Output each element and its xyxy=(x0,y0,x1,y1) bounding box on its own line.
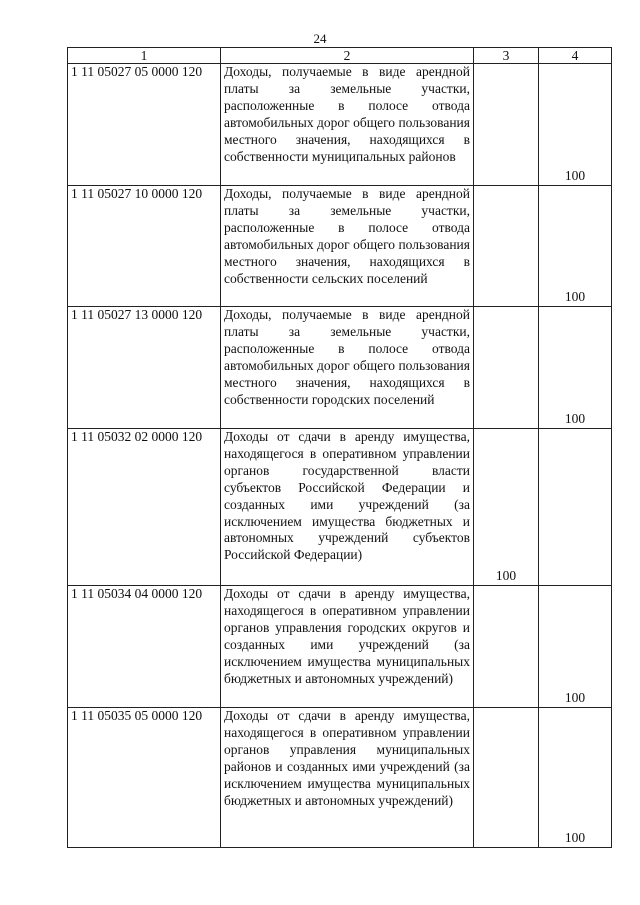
revenue-code: 1 11 05032 02 0000 120 xyxy=(68,429,221,586)
header-col-1: 1 xyxy=(68,48,221,64)
column-3-value xyxy=(474,307,539,429)
column-3-value: 100 xyxy=(474,429,539,586)
revenue-code: 1 11 05027 10 0000 120 xyxy=(68,186,221,307)
column-4-value: 100 xyxy=(539,64,612,186)
revenue-description: Доходы, получаемые в виде арендной платы за земельные участки, расположенные в полосе отвода автомобильных дорог общего пользования местного значения, находящихся в собственности городских поселений xyxy=(221,307,474,429)
table-row xyxy=(68,708,612,848)
page-number: 24 xyxy=(313,31,327,46)
column-4-value: 100 xyxy=(539,586,612,708)
header-col-4: 4 xyxy=(539,48,612,64)
header-row xyxy=(68,48,612,64)
revenue-code: 1 11 05034 04 0000 120 xyxy=(68,586,221,708)
table-row xyxy=(68,429,612,586)
revenue-code: 1 11 05027 13 0000 120 xyxy=(68,307,221,429)
table-row xyxy=(68,307,612,429)
column-4-value: 100 xyxy=(539,307,612,429)
column-3-value xyxy=(474,186,539,307)
table-row xyxy=(68,64,612,186)
revenue-code: 1 11 05035 05 0000 120 xyxy=(68,708,221,848)
revenue-table xyxy=(67,47,612,848)
column-4-value: 100 xyxy=(539,708,612,848)
table-row xyxy=(68,186,612,307)
column-3-value xyxy=(474,586,539,708)
header-col-2: 2 xyxy=(221,48,474,64)
column-3-value xyxy=(474,708,539,848)
revenue-description: Доходы от сдачи в аренду имущества, находящегося в оперативном управлении органов управления городских округов и созданных ими учреждений (за исключением имущества муниципальных бюджетных и автономных учреждений) xyxy=(221,586,474,708)
column-4-value xyxy=(539,429,612,586)
column-3-value xyxy=(474,64,539,186)
revenue-description: Доходы от сдачи в аренду имущества, находящегося в оперативном управлении органов управления муниципальных районов и созданных ими учреждений (за исключением имущества муниципальных бюджетных и автономных учреждений) xyxy=(221,708,474,848)
header-col-3: 3 xyxy=(474,48,539,64)
revenue-code: 1 11 05027 05 0000 120 xyxy=(68,64,221,186)
revenue-description: Доходы, получаемые в виде арендной платы за земельные участки, расположенные в полосе отвода автомобильных дорог общего пользования местного значения, находящихся в собственности сельских поселений xyxy=(221,186,474,307)
revenue-description: Доходы от сдачи в аренду имущества, находящегося в оперативном управлении органов государственной власти субъектов Российской Федерации и созданных ими учреждений (за исключением имущества бюджетных и автономных учреждений субъектов Российской Федерации) xyxy=(221,429,474,586)
table-row xyxy=(68,586,612,708)
column-4-value: 100 xyxy=(539,186,612,307)
revenue-description: Доходы, получаемые в виде арендной платы за земельные участки, расположенные в полосе отвода автомобильных дорог общего пользования местного значения, находящихся в собственности муниципальных районов xyxy=(221,64,474,186)
